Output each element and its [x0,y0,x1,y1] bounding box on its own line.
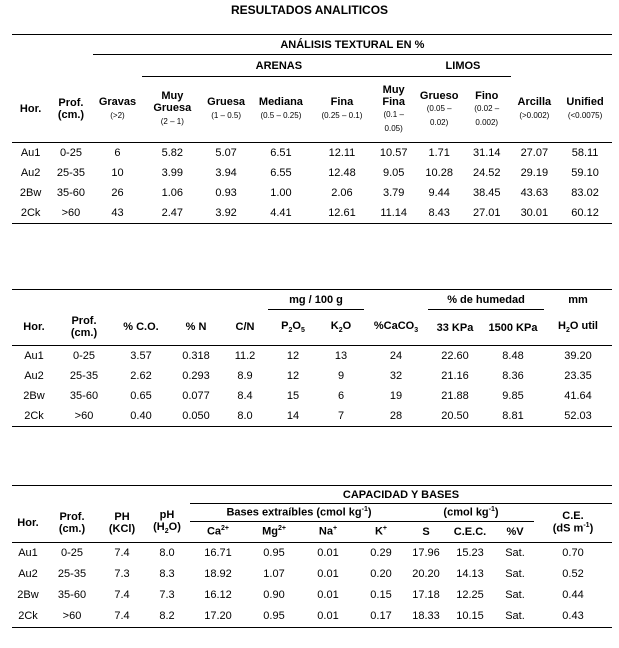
arcilla-sub: (>0.002) [519,110,550,120]
table-cell: 0.17 [370,610,392,622]
table-cell: 2Ck [18,610,38,622]
table-cell: 3.94 [215,167,237,179]
na-header [302,522,354,542]
table-cell: 3.99 [161,167,184,179]
fino-header [463,77,511,143]
table-cell: 83.02 [571,187,599,199]
arenas-header: ARENAS [142,55,415,77]
k-label: K [330,320,339,333]
table-cell: 8.0 [237,410,253,422]
ph-kcl-header [100,504,144,542]
table-cell: 8.2 [159,610,175,622]
table-cell: 0.90 [263,589,285,601]
capacity-bases-table [12,485,612,628]
table-cell: 10 [111,167,124,179]
prof-label: Prof. [59,510,85,523]
table-cell: 1.06 [161,187,184,199]
prof-unit: (cm.) [57,109,85,122]
table-cell: 43.63 [520,187,549,199]
muygruesa-header [142,77,202,143]
cec-header: C.E.C. [453,525,487,538]
table-cell: 20.50 [441,410,469,422]
table-cell: 0-25 [72,350,96,362]
na-sup: + [332,525,338,533]
table-cell: 9 [337,370,345,382]
table-cell: 0.318 [182,350,210,362]
table-cell: 6 [114,147,121,159]
table-cell: 14.13 [456,568,484,580]
table-cell: 25-35 [56,167,86,179]
table-cell: 7.3 [159,589,175,601]
table-cell: 39.20 [564,350,592,362]
prof-unit: (cm.) [70,327,98,340]
bases-header [190,504,408,522]
table-cell: 0.44 [562,589,584,601]
ph-label: PH [114,510,130,523]
table-cell: 16.12 [204,589,232,601]
table-cell: Au2 [18,568,38,580]
hor-header: Hor. [23,321,45,334]
table-cell: 0-25 [60,547,84,559]
table-cell: 8.36 [502,370,524,382]
table-cell: 0.40 [130,410,152,422]
muygruesa-label: Muy Gruesa [153,90,192,114]
table-cell: 35-60 [69,390,99,402]
prof-header [44,504,100,542]
table-cell: 12 [286,370,300,382]
mg-sup: 2+ [277,525,286,533]
table-row [12,406,612,427]
table-cell: 0.29 [370,547,392,559]
table-cell: 12.11 [328,147,356,159]
grueso-sub: (0.05 – 0.02) [426,103,452,127]
table-cell: 17.18 [412,589,440,601]
prof-label: Prof. [71,315,97,328]
table-cell: 8.81 [502,410,524,422]
table-cell: 7.3 [114,568,130,580]
table-cell: 8.43 [428,207,450,219]
n-header: % N [185,321,207,334]
limos-header: LIMOS [415,55,510,77]
gruesa-label: Gruesa [207,96,246,108]
unified-label: Unified [566,95,604,108]
table-cell: 11.2 [234,350,256,362]
mediana-header [250,77,312,143]
table-cell: 20.20 [412,568,440,580]
table-cell: 8.9 [237,370,253,382]
k-label: K [374,526,383,539]
cn-header: C/N [235,321,255,334]
table-cell: 43 [111,207,124,219]
textural-analysis-table [12,34,612,224]
h2o-rest: O util [569,320,598,333]
table-row [12,203,612,224]
table-cell: 1.71 [428,147,450,159]
table-cell: 0.70 [562,547,584,559]
table-cell: 2Bw [19,187,42,199]
fina-label: Fina [330,96,354,108]
table-cell: 1.07 [263,568,285,580]
s-header: S [422,525,430,538]
table-cell: 7.4 [114,547,130,559]
table-cell: 2Bw [17,589,39,601]
table-cell: 17.96 [412,547,440,559]
table-cell: 18.33 [412,610,440,622]
fino-label: Fino [475,89,499,102]
o-label: O [292,320,301,333]
muyfina-header [372,77,415,143]
prof-header [56,310,112,346]
table-cell: 38.45 [472,187,501,199]
table-cell: 10.15 [456,610,484,622]
table-cell: 18.92 [204,568,232,580]
hor-header: Hor. [17,516,39,529]
table-cell: 9.85 [502,390,524,402]
caco-sub: 3 [414,327,419,335]
table-cell: 25-35 [57,568,87,580]
grueso-header [415,77,463,143]
table-cell: 22.60 [441,350,469,362]
k-header [354,522,408,542]
table-cell: 30.01 [520,207,549,219]
table-row [12,143,612,164]
v-header: %V [506,525,524,538]
ph2-unit-sub: 2 [164,528,169,536]
table-row [12,606,612,628]
ce-header [534,504,612,542]
ph2-label: pH [159,509,175,522]
table-cell: 14 [286,410,300,422]
ca-header [190,522,246,542]
table-cell: Au1 [20,147,41,159]
table-cell: 0.65 [130,390,152,402]
k-sup: + [382,525,388,533]
table-cell: 12.61 [328,207,356,219]
table-cell: 60.12 [571,207,599,219]
table-cell: 3.57 [130,350,152,362]
h2o-sub: 2 [565,327,570,335]
k-sub: 2 [338,327,343,335]
table-cell: 12.48 [328,167,356,179]
table-cell: 8.48 [502,350,524,362]
table-cell: 2Ck [20,207,41,219]
table-cell: 0.43 [562,610,584,622]
ph-h2o-header [144,504,190,542]
table-cell: 58.11 [571,147,599,159]
table-cell: 0.01 [317,610,339,622]
caco3-header [364,310,428,346]
ca-label: Ca [206,526,222,539]
table-cell: >60 [74,410,94,422]
table-cell: 0.01 [317,568,339,580]
chemical-properties-table [12,289,612,427]
o-sub: 5 [300,327,305,335]
arcilla-label: Arcilla [517,95,552,108]
table-cell: 9.44 [428,187,450,199]
table-row [12,542,612,564]
table-cell: Au2 [24,370,44,382]
table-cell: 7 [337,410,345,422]
table-cell: 0.93 [215,187,237,199]
table-row [12,564,612,585]
gruesa-sub: (1 – 0.5) [211,111,241,120]
table-cell: >60 [62,610,82,622]
table-cell: 0.293 [182,370,210,382]
bases-sup: -1 [361,506,368,514]
table-cell: 0.01 [317,547,339,559]
table-cell: 35-60 [57,589,87,601]
table-cell: 8.0 [159,547,175,559]
table-cell: 0.077 [182,390,210,402]
ce-label: C.E. [562,510,584,523]
table-cell: 0.52 [562,568,584,580]
table-cell: 7.4 [114,589,130,601]
textural-super-header: ANÁLISIS TEXTURAL EN % [93,35,612,55]
arcilla-header [511,77,559,143]
cmol-header [408,504,534,522]
table-cell: 0.050 [182,410,210,422]
table-cell: 6.51 [270,147,292,159]
table-cell: 0.95 [263,610,285,622]
table-cell: 0-25 [59,147,82,159]
table-cell: 29.19 [520,167,549,179]
table-cell: 35-60 [56,187,86,199]
table-cell: 19 [389,390,403,402]
mediana-sub: (0.5 – 0.25) [260,111,302,120]
k-o-label: O [342,320,352,333]
table-cell: 59.10 [571,167,599,179]
co-header: % C.O. [123,321,159,334]
humedad-header: % de humedad [428,290,544,310]
table-cell: 0.01 [317,589,339,601]
caco-label: %CaCO [373,320,415,333]
table-cell: 24.52 [472,167,501,179]
table-cell: Sat. [505,589,525,601]
table-row [12,183,612,203]
cmol-end: ) [494,506,499,519]
mg-label: Mg [262,526,278,539]
table-cell: 9.05 [382,167,405,179]
unified-header [558,77,612,143]
fino-sub: (0.02 – 0.002) [474,103,500,127]
muygruesa-sub: (2 – 1) [160,117,184,126]
muyfina-label: Muy Fina [382,83,405,108]
table-cell: 2.47 [161,207,184,219]
table-cell: Au2 [20,167,41,179]
cmol-label: (cmol kg [443,506,489,519]
table-row [12,585,612,606]
table-cell: 27.07 [520,147,549,159]
table-cell: 7.4 [114,610,130,622]
table-cell: 21.88 [441,390,469,402]
table-cell: 15.23 [456,547,484,559]
ca-sup: 2+ [221,525,230,533]
cmol-sup: -1 [488,506,495,514]
ph2-unit-b: O) [168,521,181,534]
table-cell: 15 [286,390,300,402]
h-label: H [558,320,566,333]
ce-unit-a: (dS m [552,523,584,536]
table-cell: Au1 [18,547,38,559]
mg2-header [246,522,302,542]
table-cell: 2Ck [24,410,44,422]
table-cell: 10.28 [425,167,453,179]
table-cell: 2.06 [331,187,353,199]
table-cell: 27.01 [472,207,501,219]
capacidad-super-header: CAPACIDAD Y BASES [190,486,612,504]
table-cell: 16.71 [204,547,232,559]
table-cell: 52.03 [564,410,592,422]
gruesa-header [202,77,250,143]
table-cell: 6 [337,390,345,402]
table-cell: 8.4 [237,390,253,402]
table-row [12,366,612,386]
table-cell: 4.41 [270,207,292,219]
ph2-unit-a: (H [153,521,165,534]
fina-header [312,77,372,143]
table-cell: Sat. [505,568,525,580]
table-cell: 17.20 [204,610,232,622]
muyfina-sub: (0.1 – 0.05) [383,109,404,133]
table-cell: 10.57 [379,147,408,159]
table-cell: 1.00 [270,187,292,199]
table-cell: 28 [389,410,403,422]
table-cell: Sat. [505,547,525,559]
table-cell: Sat. [505,610,525,622]
table-cell: 0.20 [370,568,392,580]
table-cell: Au1 [24,350,44,362]
mm-header: mm [568,293,588,306]
table-cell: 5.07 [215,147,237,159]
ce-unit-sup: -1 [583,522,590,530]
table-row [12,346,612,367]
table-cell: 25-35 [69,370,99,382]
table-row [12,163,612,183]
page-title: RESULTADOS ANALITICOS [230,3,389,17]
ce-unit-b: ) [589,523,594,536]
prof-unit: (cm.) [58,522,86,535]
k2o-header [318,310,364,346]
prof-header [49,77,92,143]
table-cell: 12 [286,350,300,362]
gravas-sub: (>2) [110,110,125,120]
table-cell: 5.82 [161,147,184,159]
p-sub: 2 [288,327,293,335]
h2o-header [544,310,612,346]
ph-unit: (KCl) [108,522,136,535]
bases-label: Bases extraíbles (cmol kg [226,506,362,519]
table-cell: 41.64 [564,390,592,402]
mediana-label: Mediana [258,96,303,108]
table-cell: 0.95 [263,547,285,559]
table-cell: >60 [61,207,81,219]
table-row [12,386,612,406]
table-cell: 0.15 [370,589,392,601]
kpa33-header: 33 KPa [436,321,474,334]
table-cell: 12.25 [456,589,484,601]
table-cell: 8.3 [159,568,175,580]
table-cell: 13 [334,350,348,362]
table-cell: 32 [389,370,403,382]
table-cell: 3.92 [215,207,237,219]
na-label: Na [318,526,333,539]
table-cell: 24 [389,350,403,362]
gravas-header [93,77,143,143]
grueso-label: Grueso [419,89,459,102]
table-cell: 2.62 [130,370,152,382]
bases-end: ) [367,506,372,519]
unified-sub: (<0.0075) [567,110,603,120]
table-cell: 6.55 [270,167,292,179]
table-cell: 11.14 [380,207,408,219]
fina-sub: (0.25 – 0.1) [321,111,363,120]
kpa1500-header: 1500 KPa [488,321,538,334]
p-label: P [281,320,289,333]
table-cell: 3.79 [382,187,405,199]
prof-label: Prof. [58,97,84,110]
table-cell: 2Bw [23,390,45,402]
table-cell: 26 [111,187,124,199]
table-cell: 31.14 [472,147,501,159]
p2o5-header [268,310,318,346]
mg-header: mg / 100 g [268,290,364,310]
gravas-label: Gravas [98,95,137,108]
table-cell: 23.35 [564,370,592,382]
table-cell: 21.16 [441,370,469,382]
hor-header: Hor. [19,103,42,116]
